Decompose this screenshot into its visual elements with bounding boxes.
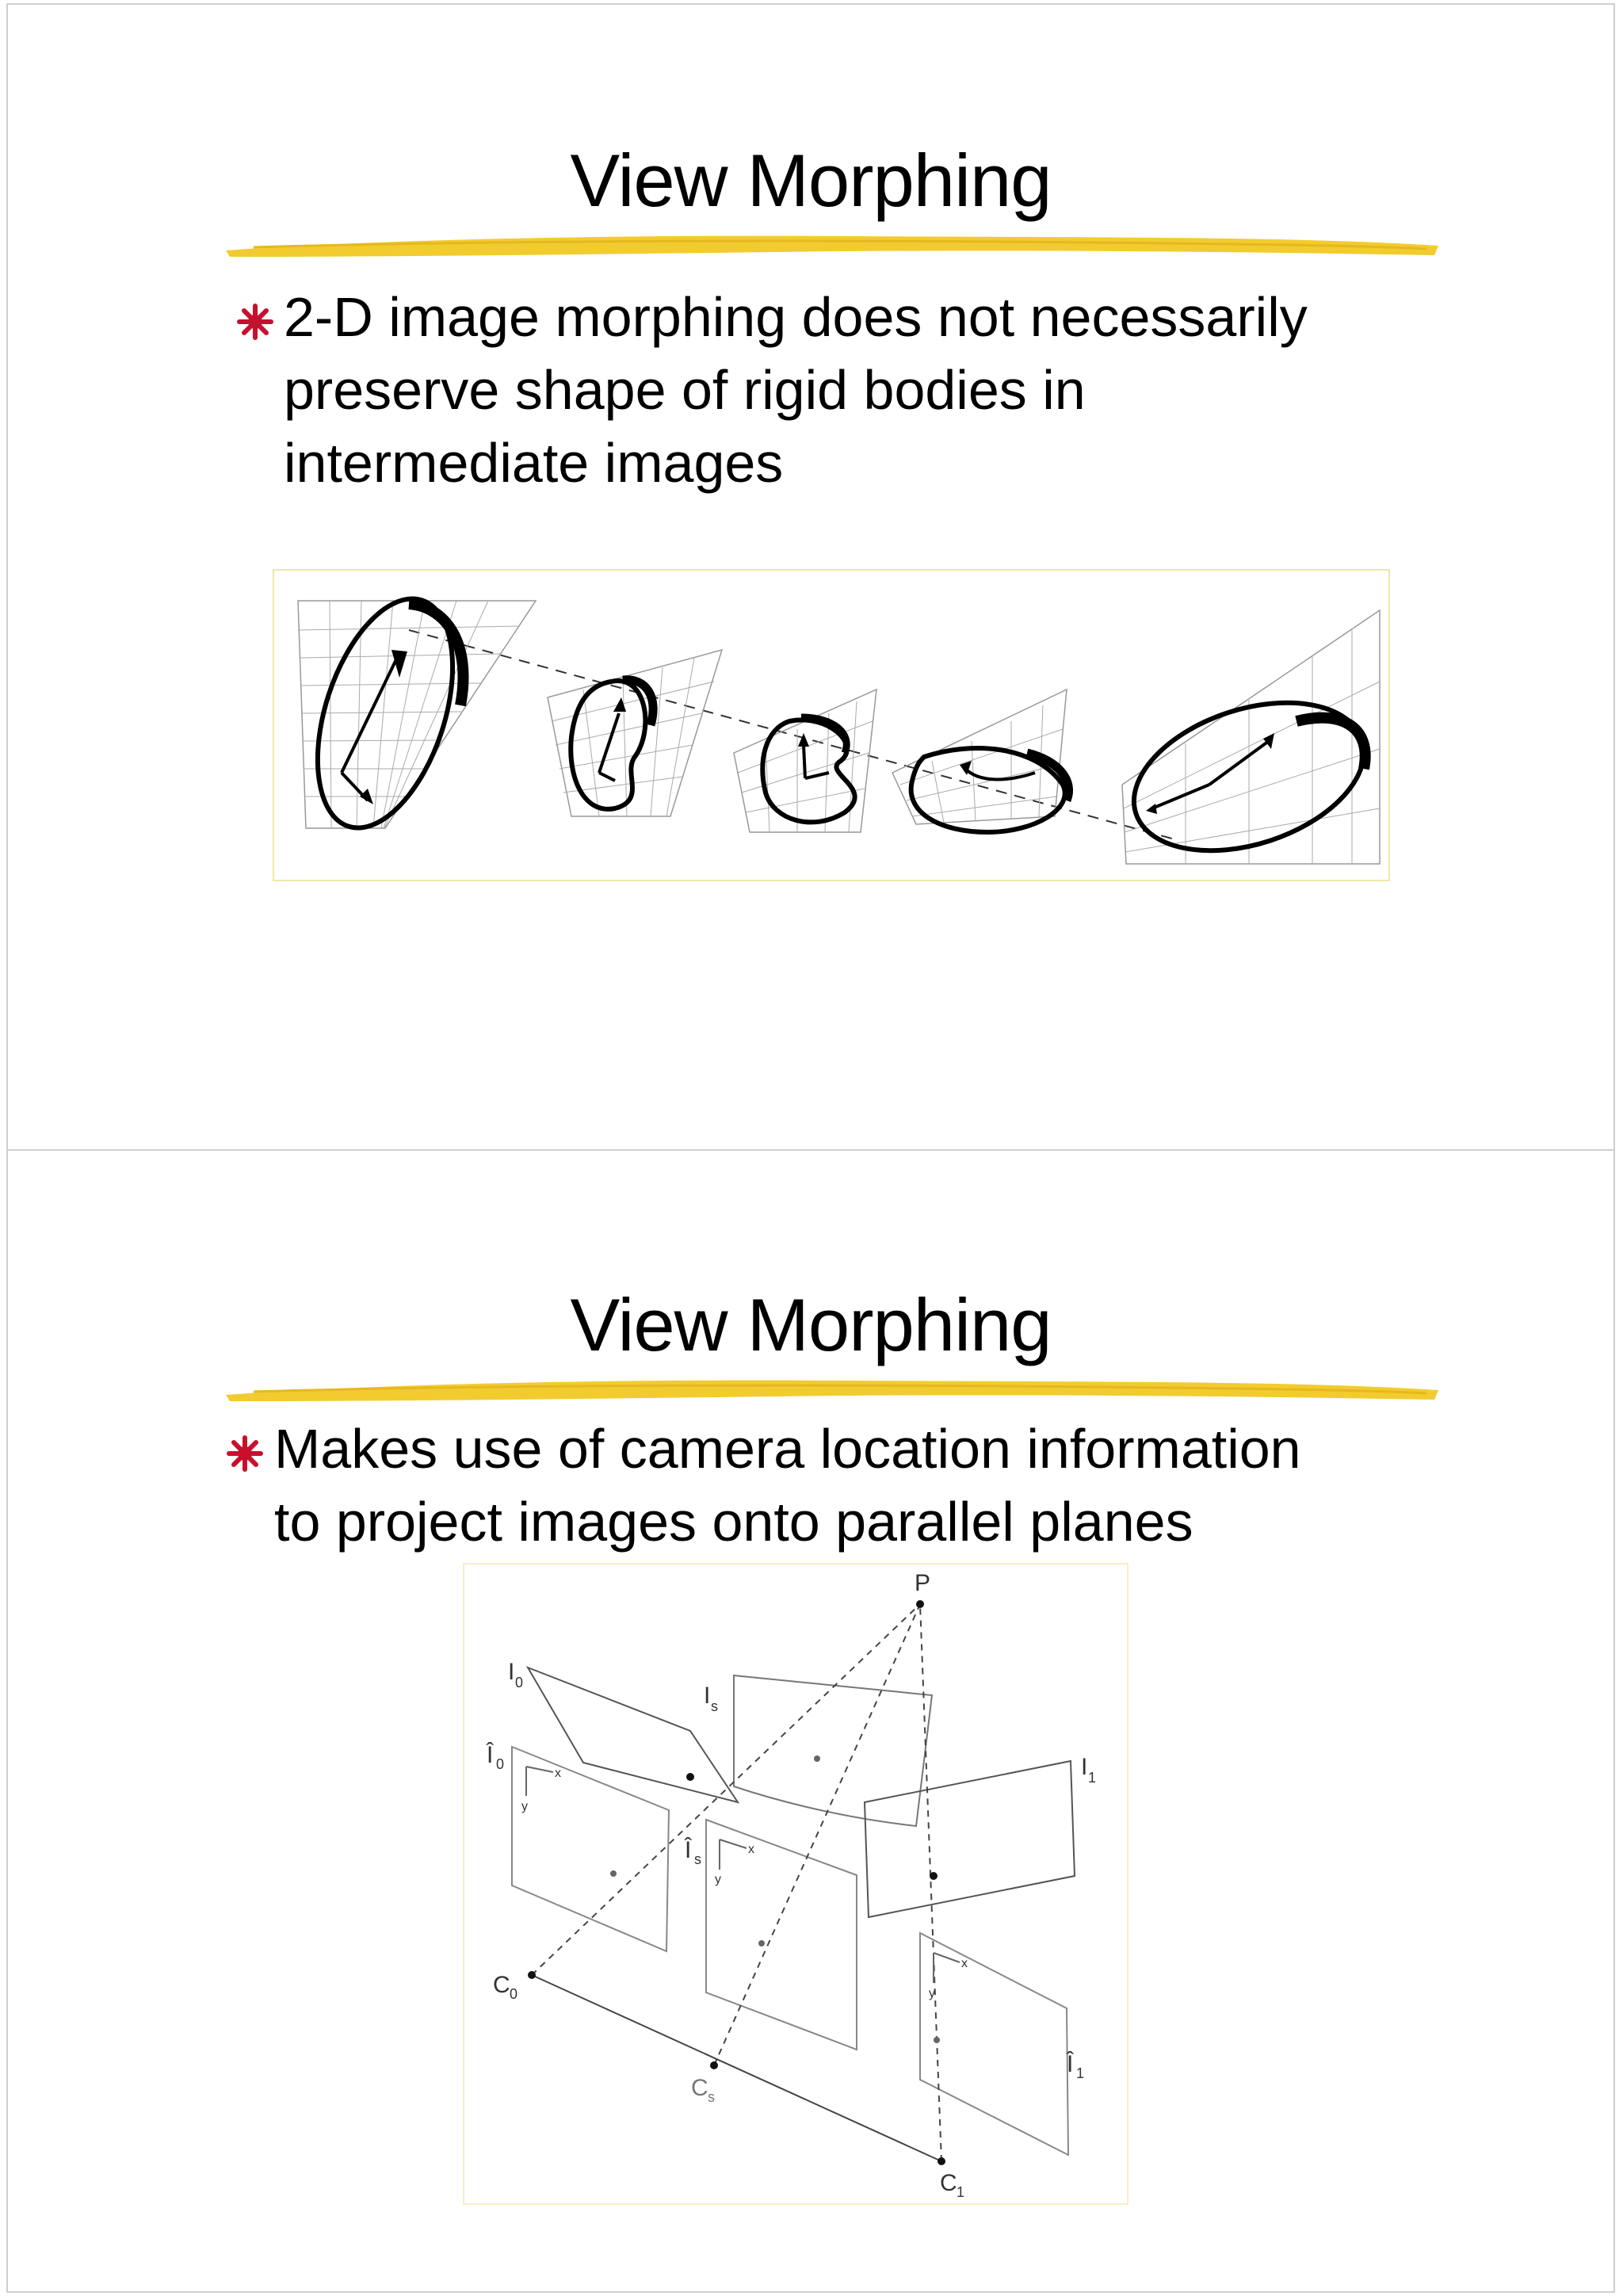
slide-1 — [6, 3, 1615, 1151]
label-C1: C — [940, 2170, 957, 2196]
plane-Is — [734, 1675, 932, 1826]
label-I1-sub: 1 — [1088, 1770, 1097, 1786]
label-x-axis-0: x — [555, 1767, 561, 1780]
point-I0-intersection — [686, 1773, 694, 1781]
slide-2 — [6, 1149, 1615, 2293]
label-I0: I — [508, 1659, 515, 1685]
bullet-1-line-1: Makes use of camera location information — [274, 1418, 1301, 1480]
label-x-axis-1: x — [961, 1957, 968, 1970]
label-Is-hat: Î — [685, 1837, 692, 1863]
view-morphing-geometry-figure — [463, 1563, 1128, 2205]
ray-C1-P — [920, 1604, 941, 2161]
point-Ishat-intersection — [758, 1940, 765, 1946]
label-y-axis-s: y — [715, 1873, 721, 1886]
plane-I1-hat — [920, 1933, 1068, 2155]
plane-Is-hat — [706, 1820, 857, 2050]
morph-sequence-figure — [273, 569, 1390, 881]
bullet-1-line-2: to project images onto parallel planes — [274, 1491, 1193, 1553]
bullet-1-line-2: preserve shape of rigid bodies in — [284, 359, 1086, 421]
label-Is-hat-sub: s — [694, 1851, 701, 1867]
label-I1: I — [1081, 1754, 1088, 1780]
label-I0-hat-sub: 0 — [496, 1756, 505, 1772]
morph-sequence-illustration — [274, 571, 1388, 880]
point-I0hat-intersection — [610, 1870, 617, 1877]
label-y-axis-1: y — [929, 1987, 935, 2000]
morph-frame-2 — [548, 650, 722, 816]
label-C1-sub: 1 — [957, 2184, 965, 2200]
title-underline-brushstroke — [222, 1373, 1442, 1412]
point-C0 — [528, 1971, 536, 1979]
point-I1-intersection — [930, 1872, 938, 1880]
bullet-1-line-3: intermediate images — [284, 432, 784, 494]
view-morphing-geometry-diagram — [464, 1564, 1127, 2203]
point-C1 — [938, 2157, 945, 2165]
label-I1-hat: Î — [1067, 2051, 1074, 2077]
title-underline-brushstroke — [222, 228, 1442, 268]
bullet-1-line-1: 2-D image morphing does not necessarily — [284, 286, 1308, 348]
label-C0-sub: 0 — [510, 1986, 518, 2002]
plane-I1 — [865, 1761, 1075, 1917]
label-P: P — [915, 1570, 931, 1596]
morph-frame-5 — [1115, 610, 1383, 877]
label-Is: I — [704, 1683, 711, 1709]
slide-2-title: View Morphing — [570, 1283, 1052, 1366]
point-Cs — [710, 2061, 718, 2069]
morph-frame-1 — [292, 582, 536, 845]
label-Is-sub: s — [711, 1698, 718, 1714]
label-I1-hat-sub: 1 — [1076, 2065, 1085, 2081]
baseline-line — [532, 1975, 941, 2161]
label-I0-sub: 0 — [515, 1675, 524, 1690]
label-I0-hat: Î — [487, 1742, 494, 1768]
point-P — [916, 1600, 924, 1608]
plane-I0-hat — [512, 1747, 669, 1951]
label-x-axis-s: x — [748, 1843, 754, 1856]
label-y-axis-0: y — [521, 1800, 528, 1813]
morph-frame-4 — [892, 690, 1069, 832]
slide-1-title: View Morphing — [570, 139, 1052, 222]
label-C0: C — [493, 1972, 510, 1998]
label-Cs-sub: s — [708, 2089, 715, 2105]
morph-frame-3 — [734, 690, 876, 832]
bullet-star-icon — [236, 303, 274, 341]
label-Cs: C — [691, 2075, 708, 2101]
bullet-star-icon — [226, 1435, 264, 1473]
point-Is-intersection — [814, 1755, 820, 1762]
point-I1hat-intersection — [934, 2037, 940, 2043]
